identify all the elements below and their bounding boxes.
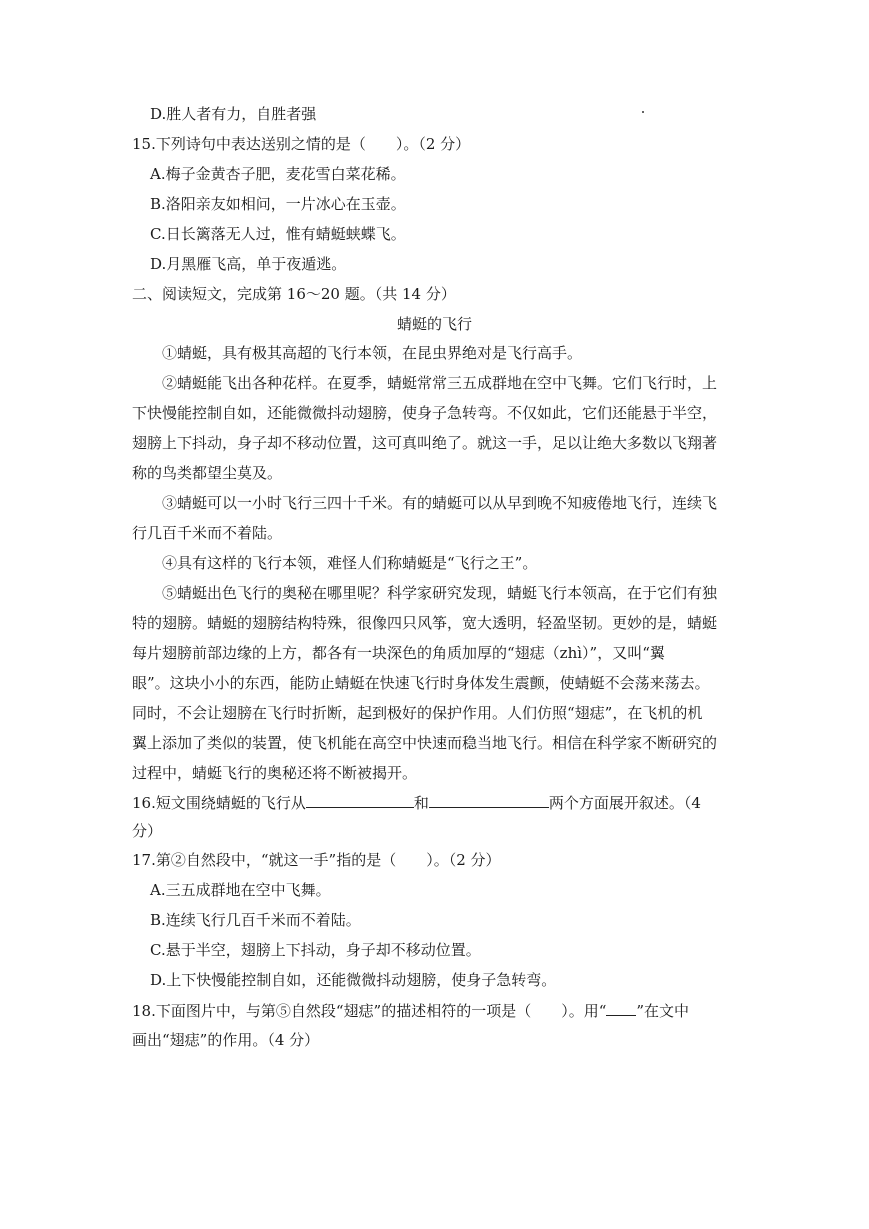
q18-text-2: ”在文中 <box>636 1002 690 1020</box>
article-line: ②蜻蜓能飞出各种花样。在夏季，蜻蜓常常三五成群地在空中飞舞。它们飞行时，上 <box>162 374 718 392</box>
q16-blank-1[interactable] <box>306 792 414 808</box>
article-title: 蜻蜓的飞行 <box>396 315 472 333</box>
q16-stem-cont: 分） <box>132 822 163 840</box>
q16-text-2: 和 <box>413 794 429 812</box>
q15-stem: 15.下列诗句中表达送别之情的是（ ）。（2 分） <box>132 135 471 153</box>
q14-option-d: D.胜人者有力，自胜者强 <box>150 105 317 123</box>
q16-text-3: 两个方面展开叙述。（4 <box>548 794 701 812</box>
q17-option-a: A.三五成群地在空中飞舞。 <box>150 881 331 899</box>
stray-dot <box>642 111 644 113</box>
q17-option-b: B.连续飞行几百千米而不着陆。 <box>150 911 361 929</box>
q17-stem: 17.第②自然段中，“就这一手”指的是（ ）。（2 分） <box>132 851 501 869</box>
q18-text-1: 18.下面图片中，与第⑤自然段“翅痣”的描述相符的一项是（ ）。用“ <box>132 1002 607 1020</box>
q17-option-c: C.悬于半空，翅膀上下抖动，身子却不移动位置。 <box>150 941 481 959</box>
q16-text-1: 16.短文围绕蜻蜓的飞行从 <box>132 794 306 812</box>
article-line: ⑤蜻蜓出色飞行的奥秘在哪里呢？科学家研究发现，蜻蜓飞行本领高，在于它们有独 <box>162 584 718 602</box>
q15-option-d: D.月黑雁飞高，单于夜遁逃。 <box>150 255 347 273</box>
article-line: 翅膀上下抖动，身子却不移动位置，这可真叫绝了。就这一手，足以让绝大多数以飞翔著 <box>132 434 718 452</box>
article-line: 特的翅膀。蜻蜓的翅膀结构特殊，很像四只风筝，宽大透明，轻盈坚韧。更妙的是，蜻蜓 <box>132 614 718 632</box>
q15-option-b: B.洛阳亲友如相问，一片冰心在玉壶。 <box>150 195 406 213</box>
article-line: ①蜻蜓，具有极其高超的飞行本领，在昆虫界绝对是飞行高手。 <box>162 344 583 362</box>
article-line: 同时，不会让翅膀在飞行时折断，起到极好的保护作用。人们仿照“翅痣”，在飞机的机 <box>132 704 703 722</box>
article-line: ④具有这样的飞行本领，难怪人们称蜻蜓是“飞行之王”。 <box>162 554 538 572</box>
article-line: 下快慢能控制自如，还能微微抖动翅膀，使身子急转弯。不仅如此，它们还能悬于半空， <box>132 404 718 422</box>
article-line: 称的鸟类都望尘莫及。 <box>132 464 283 482</box>
q17-option-d: D.上下快慢能控制自如，还能微微抖动翅膀，使身子急转弯。 <box>150 971 557 989</box>
q18-stem-cont: 画出“翅痣”的作用。（4 分） <box>132 1031 320 1049</box>
article-line: 每片翅膀前部边缘的上方，都各有一块深色的角质加厚的“翅痣（zhì）”，又叫“翼 <box>132 644 665 662</box>
section-heading: 二、阅读短文，完成第 16～20 题。（共 14 分） <box>132 285 456 303</box>
article-line: 行几百千米而不着陆。 <box>132 524 283 542</box>
article-line: 眼”。这块小小的东西，能防止蜻蜓在快速飞行时身体发生震颤，使蜻蜓不会荡来荡去。 <box>132 674 710 692</box>
q16-blank-2[interactable] <box>429 792 549 808</box>
q15-option-c: C.日长篱落无人过，惟有蜻蜓蛱蝶飞。 <box>150 225 406 243</box>
q16-stem <box>132 792 701 813</box>
q18-stem <box>132 1000 689 1021</box>
q18-underline-sample <box>606 1000 636 1016</box>
article-line: 翼上添加了类似的装置，使飞机能在高空中快速而稳当地飞行。相信在科学家不断研究的 <box>132 734 718 752</box>
q15-option-a: A.梅子金黄杏子肥，麦花雪白菜花稀。 <box>150 165 406 183</box>
article-line: ③蜻蜓可以一小时飞行三四十千米。有的蜻蜓可以从早到晚不知疲倦地飞行，连续飞 <box>162 494 718 512</box>
article-line: 过程中，蜻蜓飞行的奥秘还将不断被揭开。 <box>132 764 418 782</box>
